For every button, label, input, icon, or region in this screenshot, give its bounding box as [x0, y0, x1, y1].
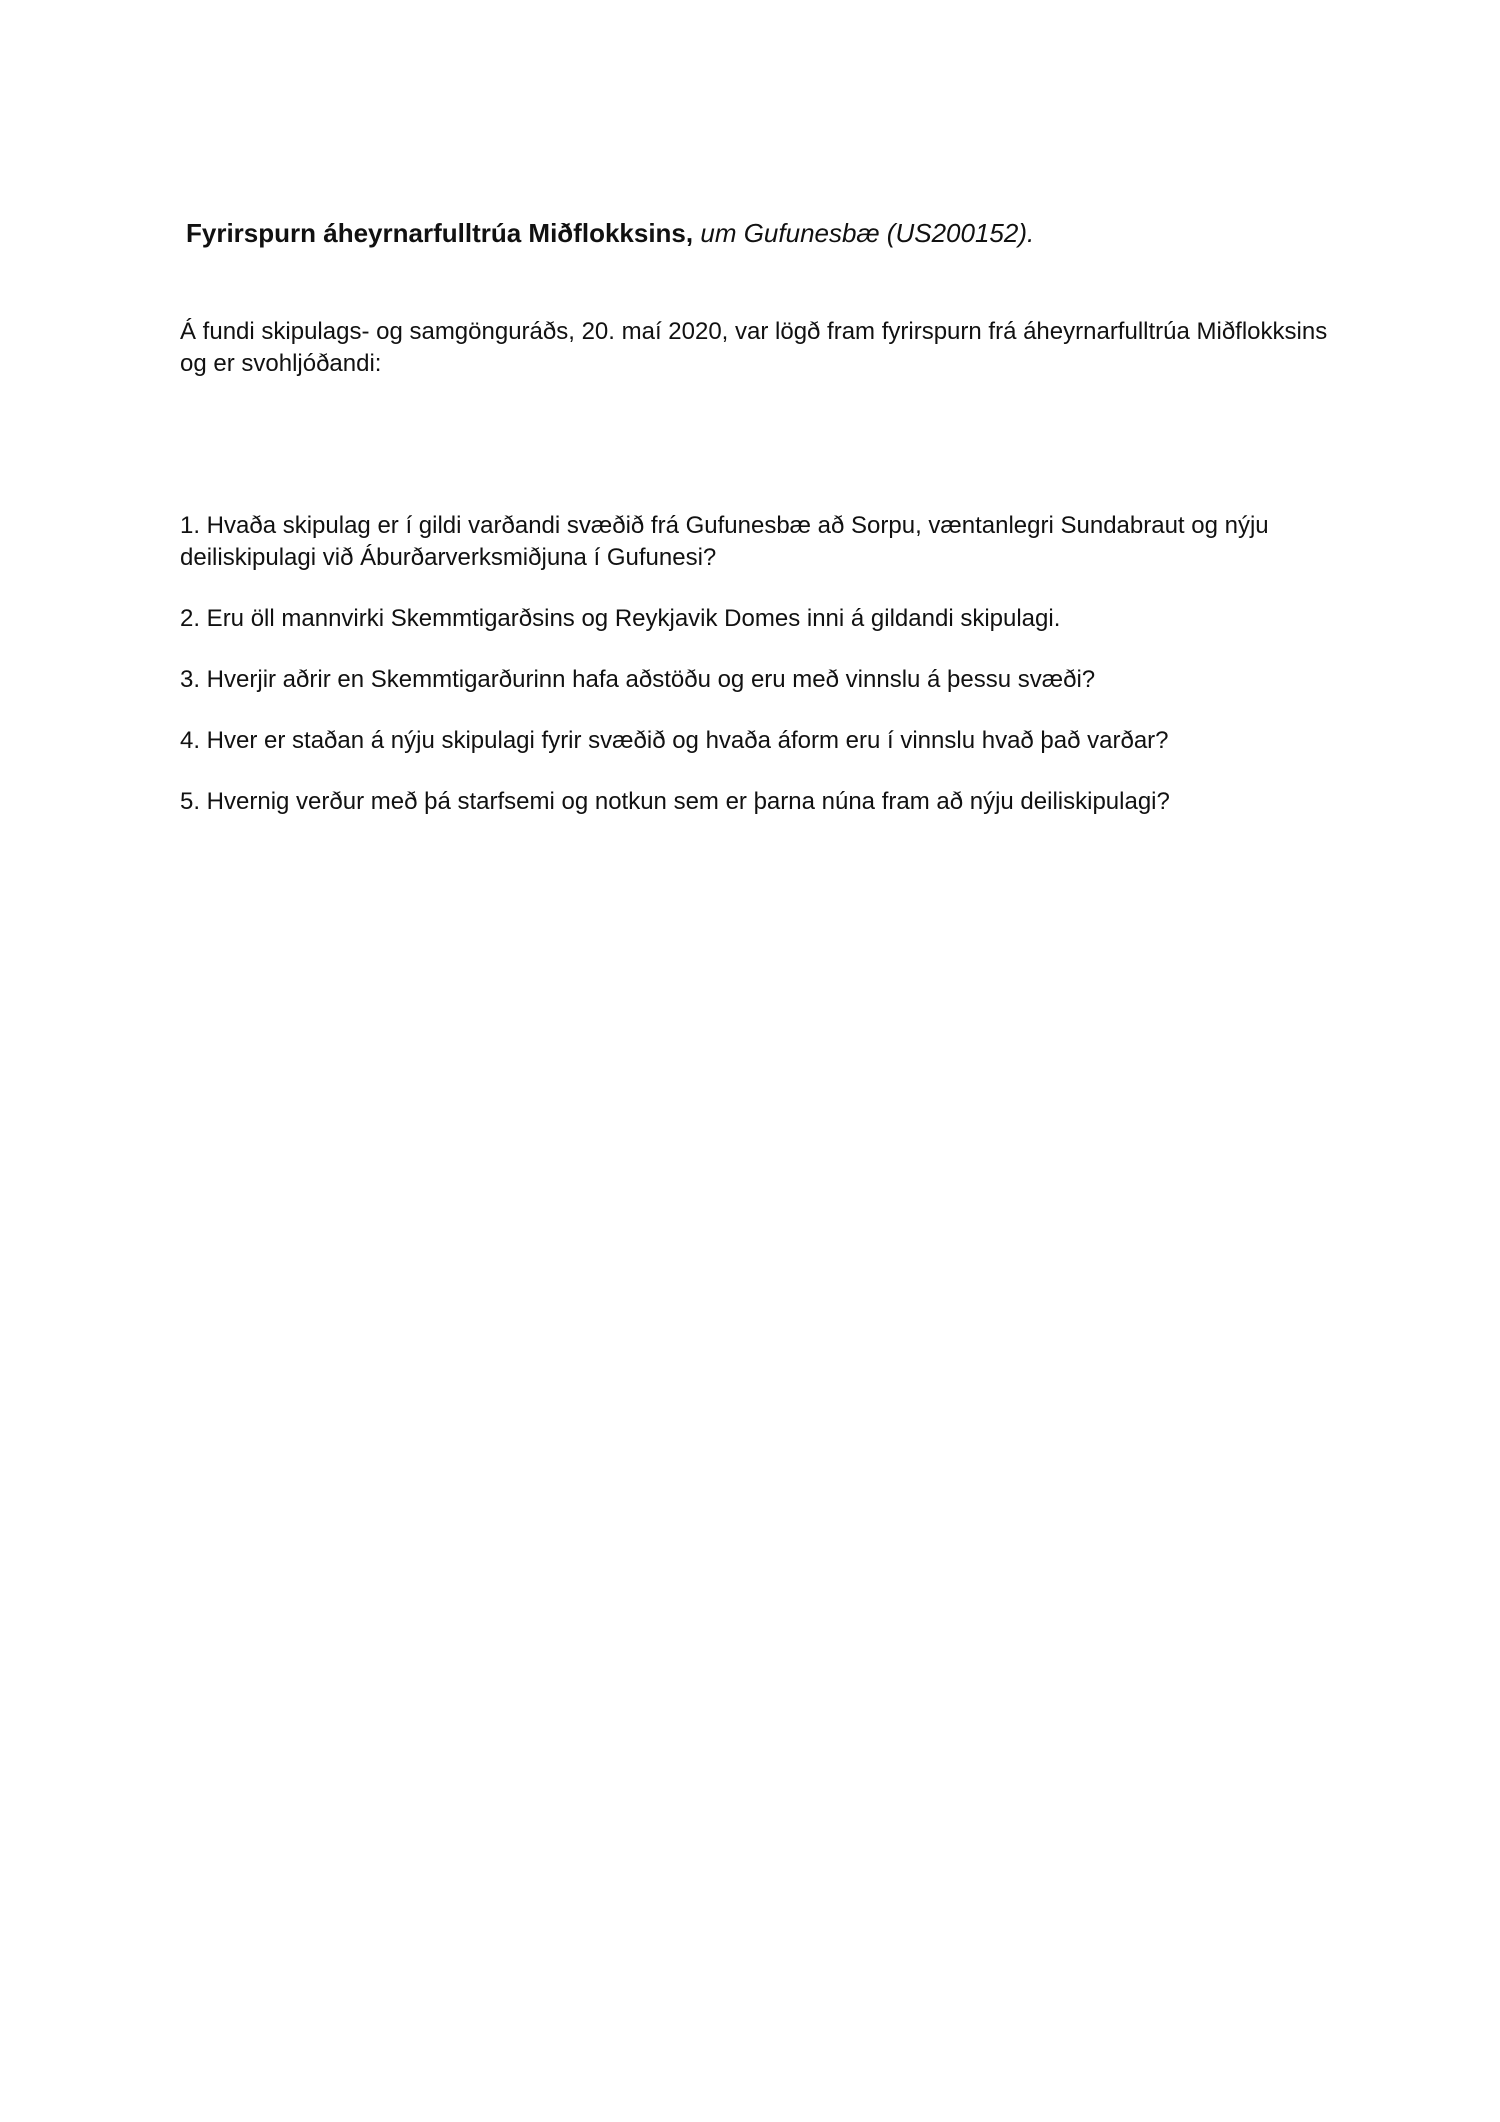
- question-4: 4. Hver er staðan á nýju skipulagi fyrir svæðið og hvaða áform eru í vinnslu hvað það varðar?: [180, 727, 1169, 754]
- question-2: 2. Eru öll mannvirki Skemmtigarðsins og Reykjavik Domes inni á gildandi skipulagi.: [180, 605, 1061, 632]
- title-italic-text: um Gufunesbæ (US200152).: [700, 218, 1035, 248]
- question-3: 3. Hverjir aðrir en Skemmtigarðurinn hafa aðstöðu og eru með vinnslu á þessu svæði?: [180, 666, 1096, 693]
- intro-paragraph: Á fundi skipulags- og samgönguráðs, 20. maí 2020, var lögð fram fyrirspurn frá áheyrnarfulltrúa Miðflokksins og er svohljóðandi:: [180, 318, 1328, 377]
- title-bold-text: Fyrirspurn áheyrnarfulltrúa Miðflokksins,: [186, 218, 694, 248]
- question-1: 1. Hvaða skipulag er í gildi varðandi svæðið frá Gufunesbæ að Sorpu, væntanlegri Sundabraut og nýju deiliskipulagi við Áburðarverksmiðjuna í Gufunesi?: [180, 512, 1269, 571]
- document-title: [186, 216, 1336, 250]
- question-5: 5. Hvernig verður með þá starfsemi og notkun sem er þarna núna fram að nýju deiliskipulagi?: [180, 788, 1170, 815]
- question-list: [180, 510, 1340, 847]
